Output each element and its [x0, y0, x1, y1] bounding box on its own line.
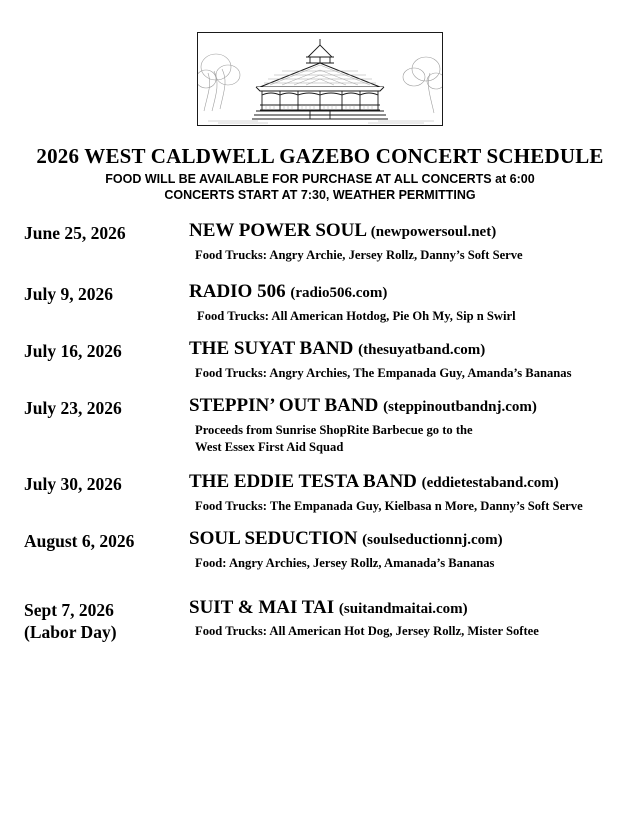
concert-date [24, 598, 189, 644]
concert-list [20, 221, 620, 643]
gazebo-illustration [197, 32, 443, 126]
notice-text [20, 172, 620, 203]
concert-band [189, 282, 620, 303]
band-website: (eddietestaband.com) [421, 474, 559, 491]
band-website: (radio506.com) [290, 285, 388, 302]
notice-line-1: FOOD WILL BE AVAILABLE FOR PURCHASE AT ALL CONCERTS at 6:00 [105, 172, 535, 186]
concert-band [189, 396, 620, 417]
concert-info [189, 472, 620, 515]
page-title: 2026 WEST CALDWELL GAZEBO CONCERT SCHEDULE [36, 144, 604, 168]
detail-line: Food Trucks: All American Hotdog, Pie Oh My, Sip n Swirl [197, 309, 516, 324]
concert-band [189, 339, 620, 360]
band-name: SUIT & MAI TAI [189, 596, 335, 618]
concert-info [189, 339, 620, 382]
concert-band [189, 472, 620, 493]
concert-date: July 30, 2026 [24, 473, 122, 494]
detail-line: Food Trucks: Angry Archie, Jersey Rollz, Danny’s Soft Serve [195, 248, 523, 263]
band-website: (soulseductionnj.com) [362, 531, 503, 548]
band-website: (thesuyatband.com) [358, 342, 486, 359]
concert-detail [189, 422, 620, 456]
concert-date: July 9, 2026 [24, 284, 113, 305]
concert-date: July 23, 2026 [24, 397, 122, 418]
concert-detail [189, 365, 620, 382]
detail-line: Food Trucks: All American Hot Dog, Jersey Rollz, Mister Softee [195, 624, 539, 639]
band-website: (steppinoutbandnj.com) [383, 398, 537, 415]
concert-detail [189, 555, 620, 572]
detail-line: West Essex First Aid Squad [195, 439, 344, 454]
detail-line: Food Trucks: The Empanada Guy, Kielbasa n More, Danny’s Soft Serve [195, 498, 583, 513]
band-name: THE SUYAT BAND [189, 338, 354, 360]
concert-date-note: (Labor Day) [24, 621, 117, 642]
concert-band [189, 598, 620, 619]
concert-info [189, 529, 620, 572]
concert-band [189, 221, 620, 242]
notice-line-2: CONCERTS START AT 7:30, WEATHER PERMITTING [164, 187, 476, 202]
concert-info [189, 282, 620, 325]
concert-row [20, 598, 620, 644]
concert-detail [189, 623, 620, 640]
band-website: (suitandmaitai.com) [338, 600, 468, 617]
band-name: RADIO 506 [189, 281, 286, 303]
concert-row [20, 339, 620, 382]
concert-row [20, 529, 620, 572]
band-name: SOUL SEDUCTION [189, 527, 358, 549]
concert-row [20, 221, 620, 264]
concert-detail [189, 308, 620, 325]
band-name: THE EDDIE TESTA BAND [189, 470, 417, 492]
concert-date: August 6, 2026 [24, 530, 135, 551]
band-name: STEPPIN’ OUT BAND [189, 394, 379, 416]
band-website: (newpowersoul.net) [370, 224, 497, 241]
concert-date: July 16, 2026 [24, 341, 122, 362]
concert-row [20, 472, 620, 515]
illustration-container [20, 32, 620, 126]
detail-line: Proceeds from Sunrise ShopRite Barbecue go to the [195, 422, 473, 437]
concert-info [189, 396, 620, 456]
concert-detail [189, 247, 620, 264]
concert-date: June 25, 2026 [24, 223, 126, 244]
concert-row [20, 396, 620, 456]
concert-band [189, 529, 620, 550]
concert-info [189, 221, 620, 264]
concert-date-main: Sept 7, 2026 [24, 599, 114, 620]
concert-info [189, 598, 620, 641]
concert-row [20, 282, 620, 325]
concert-detail [189, 498, 620, 515]
detail-line: Food Trucks: Angry Archies, The Empanada Guy, Amanda’s Bananas [195, 365, 572, 380]
detail-line: Food: Angry Archies, Jersey Rollz, Amanada’s Bananas [195, 555, 495, 570]
band-name: NEW POWER SOUL [189, 220, 367, 242]
